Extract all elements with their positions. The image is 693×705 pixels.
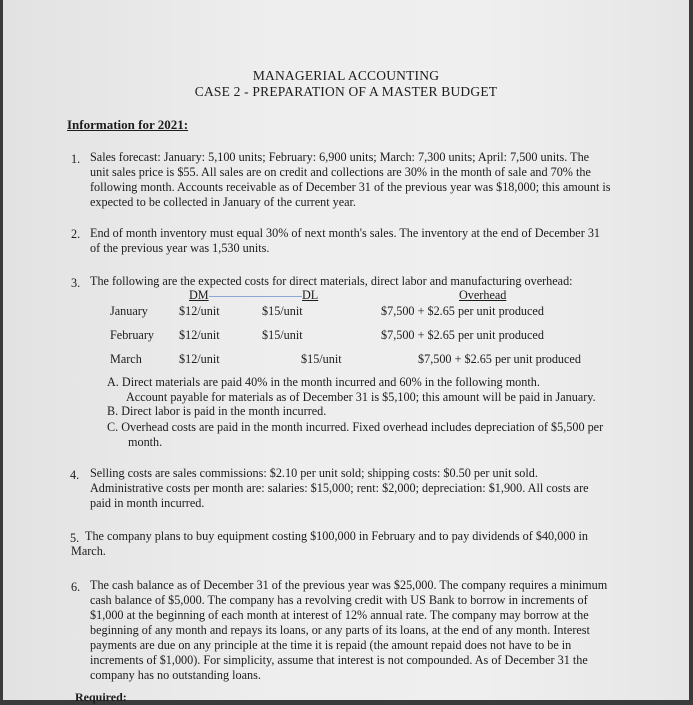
- text-line: B. Direct labor is paid in the month incurred.: [107, 404, 327, 418]
- row-overhead: $7,500 + $2.65 per unit produced: [418, 352, 581, 366]
- row-dl: $15/unit: [301, 352, 342, 366]
- row-overhead: $7,500 + $2.65 per unit produced: [381, 304, 544, 318]
- item-number: 3.: [71, 276, 81, 290]
- row-dl: $15/unit: [262, 328, 303, 342]
- subitem-a: [107, 375, 596, 405]
- text-line: unit sales price is $55. All sales are on credit and collections are 30% in the month of sale and 70% the: [90, 165, 591, 179]
- row-dm: $12/unit: [179, 352, 220, 366]
- required-heading: Required:: [75, 690, 127, 704]
- document-page: [3, 0, 689, 704]
- item-number: 6.: [71, 580, 81, 594]
- row-month: January: [110, 304, 148, 318]
- row-dm: $12/unit: [179, 304, 220, 318]
- text-line: The following are the expected costs for direct materials, direct labor and manufacturing overhead:: [90, 274, 573, 288]
- text-line: C. Overhead costs are paid in the month incurred. Fixed overhead includes depreciation of $5,500 per: [107, 420, 604, 434]
- text-line: month.: [128, 435, 163, 449]
- item-1-text: [90, 150, 611, 210]
- text-line: company has no outstanding loans.: [90, 668, 261, 682]
- text-line: beginning of any month and repays its loans, or any parts of its loans, at the end of any month. Interest: [90, 623, 590, 637]
- subitem-b: [107, 404, 326, 419]
- item-4-text: [90, 466, 589, 511]
- item-2-text: [90, 226, 600, 256]
- text-line: payments are due on any principle at the time it is repaid (the amount repaid does not have to be in: [90, 638, 572, 652]
- text-line: Sales forecast: January: 5,100 units; February: 6,900 units; March: 7,300 units; April: 7,500 units. The: [90, 150, 590, 164]
- item-number: 5.: [70, 531, 80, 545]
- text-line: Account payable for materials as of December 31 is $5,100; this amount will be paid in January.: [126, 390, 596, 404]
- text-line: Administrative costs per month are: salaries: $15,000; rent: $2,000; depreciation: $1,900. All costs are: [90, 481, 589, 495]
- row-dl: $15/unit: [262, 304, 303, 318]
- text-line: The company plans to buy equipment costing $100,000 in February and to pay dividends of $40,000 in: [85, 529, 588, 543]
- text-line: $1,000 at the beginning of each month at interest of 12% annual rate. The company may borrow at the: [90, 608, 589, 622]
- header-dm: DM: [189, 288, 209, 302]
- info-heading: Information for 2021:: [67, 117, 189, 132]
- text-line: cash balance of $5,000. The company has a revolving credit with US Bank to borrow in increments of: [90, 593, 588, 607]
- document-subtitle: CASE 2 - PREPARATION OF A MASTER BUDGET: [194, 84, 498, 99]
- text-line: A. Direct materials are paid 40% in the month incurred and 60% in the following month.: [107, 375, 540, 389]
- text-line: increments of $1,000). For simplicity, assume that interest is not compounded. As of December 31 the: [90, 653, 588, 667]
- header-dl: DL: [302, 288, 319, 302]
- text-line: expected to be collected in January of the current year.: [90, 195, 356, 209]
- text-line: March.: [71, 544, 106, 558]
- item-number: 2.: [71, 227, 81, 241]
- subitem-c: [107, 420, 667, 450]
- text-line: The cash balance as of December 31 of the previous year was $25,000. The company requires a minimum: [90, 578, 608, 592]
- row-dm: $12/unit: [179, 328, 220, 342]
- row-month: March: [110, 352, 142, 366]
- item-number: 4.: [70, 468, 80, 482]
- item-number: 1.: [71, 152, 81, 166]
- item-6-text: [90, 578, 670, 683]
- row-overhead: $7,500 + $2.65 per unit produced: [381, 328, 544, 342]
- document-title: MANAGERIAL ACCOUNTING: [252, 68, 440, 83]
- header-rule: [209, 296, 302, 297]
- row-month: February: [110, 328, 154, 342]
- item-5-text: [71, 529, 588, 559]
- text-line: paid in month incurred.: [90, 496, 205, 510]
- text-line: of the previous year was 1,530 units.: [90, 241, 270, 255]
- text-line: following month. Accounts receivable as of December 31 of the previous year was $18,000; this amount is: [90, 180, 611, 194]
- header-overhead: Overhead: [459, 288, 507, 302]
- text-line: Selling costs are sales commissions: $2.10 per unit sold; shipping costs: $0.50 per unit sold.: [90, 466, 538, 480]
- text-line: End of month inventory must equal 30% of next month's sales. The inventory at the end of December 31: [90, 226, 601, 240]
- item-3-text: [90, 274, 573, 289]
